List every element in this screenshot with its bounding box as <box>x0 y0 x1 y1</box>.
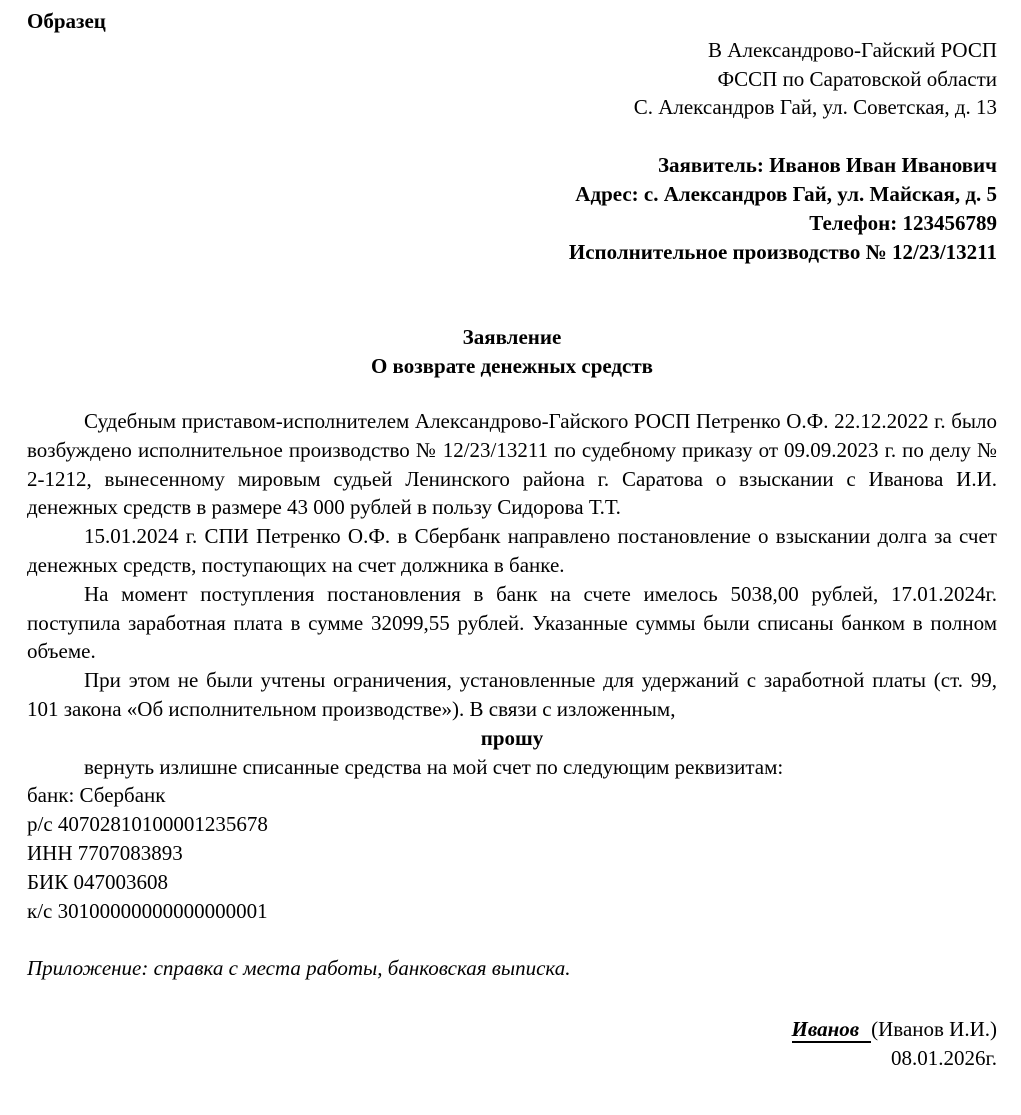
title-line-1: Заявление <box>462 325 562 350</box>
bank-inn-line: ИНН 7707083893 <box>27 840 183 865</box>
attachment-line: Приложение: справка с места работы, банковская выписка. <box>27 956 571 981</box>
document-title <box>27 323 997 381</box>
signature-transcript: (Иванов И.И.) <box>871 1017 997 1042</box>
applicant-name-line: Заявитель: Иванов Иван Иванович <box>657 153 997 178</box>
recipient-line-office: В Александрово-Гайский РОСП <box>708 37 997 62</box>
recipient-block <box>27 36 997 122</box>
applicant-phone-line: Телефон: 123456789 <box>809 210 997 235</box>
signature-handwritten-name: Иванов <box>792 1017 872 1043</box>
signature-date: 08.01.2026г. <box>891 1045 997 1070</box>
paragraph-bank-order: 15.01.2024 г. СПИ Петренко О.Ф. в Сбербанк направлено постановление о взыскании долга за счет денежных средств, поступающих на счет должника в банке. <box>27 524 997 577</box>
applicant-block <box>27 151 997 266</box>
bank-details-block <box>27 781 997 925</box>
paragraph-limits-ignored: При этом не были учтены ограничения, установленные для удержаний с заработной платы (ст. 99, 101 закона «Об исполнительном производстве»). В связи с изложенным, <box>27 668 997 721</box>
recipient-line-agency: ФССП по Саратовской области <box>717 66 997 91</box>
paragraph-amounts-debited: На момент поступления постановления в банк на счете имелось 5038,00 рублей, 17.01.2024г. поступила заработная плата в сумме 32099,55 рублей. Указанные суммы были списаны банком в полном объеме. <box>27 581 997 664</box>
sample-label: Образец <box>27 9 106 33</box>
bank-bik-line: БИК 047003608 <box>27 869 168 894</box>
recipient-line-address: С. Александров Гай, ул. Советская, д. 13 <box>633 95 997 120</box>
request-line: вернуть излишне списанные средства на мой счет по следующим реквизитам: <box>84 754 784 779</box>
enforcement-proceeding-line: Исполнительное производство № 12/23/13211 <box>568 239 997 264</box>
bank-corr-account-line: к/с 30100000000000000001 <box>27 898 268 923</box>
title-line-2: О возврате денежных средств <box>370 354 654 379</box>
bank-name-line: банк: Сбербанк <box>27 783 166 808</box>
applicant-address-line: Адрес: с. Александров Гай, ул. Майская, д. 5 <box>575 181 997 206</box>
paragraph-proceeding-init: Судебным приставом-исполнителем Александрово-Гайского РОСП Петренко О.Ф. 22.12.2022 г. было возбуждено исполнительное производство № 12/23/13211 по судебному приказу от 09.09.2023 г. по делу № 2-1212, вынесенному мировым судьей Ленинского района г. Саратова о взыскании с Иванова И.И. денежных средств в размере 43 000 рублей в пользу Сидорова Т.Т. <box>27 408 997 520</box>
request-word: прошу <box>480 725 544 750</box>
bank-account-line: р/с 40702810100001235678 <box>27 812 268 837</box>
signature-row <box>27 1015 997 1044</box>
